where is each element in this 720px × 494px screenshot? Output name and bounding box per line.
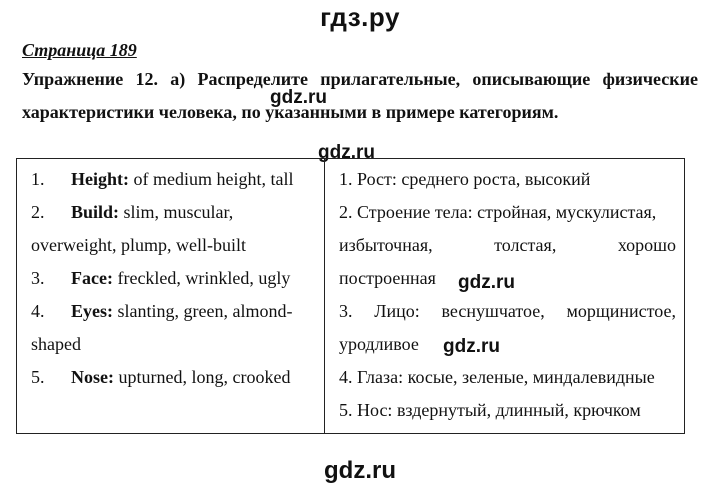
list-item	[31, 295, 316, 361]
list-item: 3. Лицо: веснушчатое, морщинистое,	[339, 301, 676, 321]
english-column	[17, 159, 325, 434]
task-text: Упражнение 12. а) Распределите прилагательные, описывающие физические характеристики человека, по указанными в примере категориям.	[22, 69, 698, 122]
item-number: 2.	[31, 202, 45, 222]
item-term: Height:	[71, 169, 129, 189]
list-item	[31, 196, 316, 262]
item-text: of medium height, tall	[129, 169, 294, 189]
exercise-table	[16, 158, 685, 434]
list-item	[31, 262, 316, 295]
watermark: gdz.ru	[443, 336, 500, 357]
watermark: gdz.ru	[270, 87, 327, 108]
item-text: upturned, long, crooked	[114, 367, 291, 387]
list-item: избыточная, толстая, хорошо	[339, 235, 676, 255]
table-row	[17, 159, 685, 434]
item-term: Nose:	[71, 367, 114, 387]
item-number: 3.	[31, 268, 45, 288]
item-term: Build:	[71, 202, 120, 222]
item-number: 5.	[31, 367, 45, 387]
russian-column	[325, 159, 685, 434]
watermark: gdz.ru	[458, 272, 515, 293]
item-number: 1.	[31, 169, 45, 189]
list-item: 4. Глаза: косые, зеленые, миндалевидные	[339, 367, 655, 387]
item-text: slanting, green, almond-shaped	[31, 301, 293, 354]
watermark: gdz.ru	[318, 142, 375, 163]
item-text: freckled, wrinkled, ugly	[112, 268, 291, 288]
item-term: Eyes:	[71, 301, 113, 321]
site-header: гдз.ру	[320, 2, 400, 32]
list-item: построенная	[339, 268, 436, 288]
list-item	[31, 163, 316, 196]
list-item: 1. Рост: среднего роста, высокий	[339, 169, 591, 189]
page-label: Страница 189	[22, 40, 137, 60]
list-item: уродливое	[339, 334, 419, 354]
item-number: 4.	[31, 301, 45, 321]
list-item: 2. Строение тела: стройная, мускулистая,	[339, 202, 657, 222]
list-item	[31, 361, 316, 394]
site-footer: gdz.ru	[324, 457, 396, 484]
list-item: 5. Нос: вздернутый, длинный, крючком	[339, 400, 641, 420]
item-text: slim, muscular, overweight, plump, well-built	[31, 202, 246, 255]
item-term: Face:	[71, 268, 113, 288]
